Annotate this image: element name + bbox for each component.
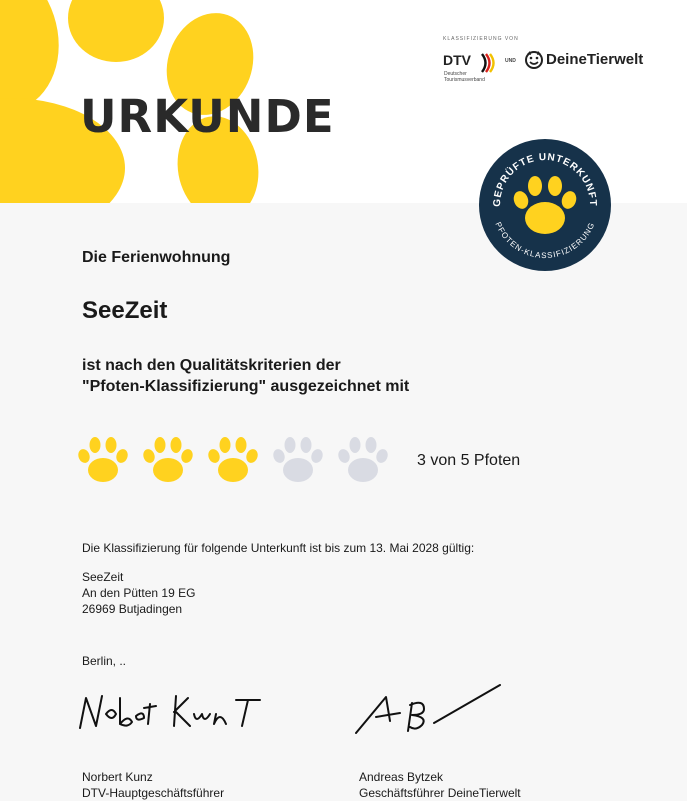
- certification-badge: [478, 138, 612, 272]
- award-description: [82, 355, 409, 397]
- badge-bottom-text: PFOTEN-KLASSIFIZIERUNG: [493, 220, 597, 261]
- deinetierwelt-logo-icon: [523, 49, 545, 71]
- award-description-line-2: "Pfoten-Klassifizierung" ausgezeichnet mit: [82, 378, 410, 395]
- signature-andreas-bytzek: [350, 683, 510, 738]
- dtv-logo-text: DTV: [443, 52, 471, 68]
- badge-top-text: GEPRÜFTE UNTERKUNFT: [491, 151, 599, 207]
- address-street: An den Pütten 19 EG: [82, 586, 196, 600]
- paw-icon-empty: [271, 434, 325, 486]
- dtv-logo-subtitle: Deutscher Tourismusverband: [444, 71, 485, 83]
- property-type: Die Ferienwohnung: [82, 249, 231, 266]
- signer-1: [82, 769, 224, 801]
- address-name: SeeZeit: [82, 570, 124, 584]
- deinetierwelt-logo-text: DeineTierwelt: [546, 51, 644, 68]
- signer-2-name: Andreas Bytzek: [359, 770, 444, 784]
- logos-caption: KLASSIFIZIERUNG VON: [443, 36, 519, 42]
- paw-icon-filled: [141, 434, 195, 486]
- paw-icon-empty: [336, 434, 390, 486]
- signer-1-role: DTV-Hauptgeschäftsführer: [82, 786, 225, 800]
- paw-icon-filled: [206, 434, 260, 486]
- rating-label: 3 von 5 Pfoten: [417, 452, 521, 469]
- award-description-line-1: ist nach den Qualitätskriterien der: [82, 357, 341, 374]
- validity-text: Die Klassifizierung für folgende Unterkunft ist bis zum 13. Mai 2028 gültig:: [82, 541, 475, 555]
- page-title: URKUNDE: [80, 90, 335, 143]
- signer-2: [359, 769, 521, 801]
- signer-2-role: Geschäftsführer DeineTierwelt: [359, 786, 521, 800]
- address-block: [82, 569, 195, 617]
- paw-icon-filled: [76, 434, 130, 486]
- signature-norbert-kunz: [76, 690, 266, 735]
- place-date: Berlin, ..: [82, 654, 127, 668]
- address-city: 26969 Butjadingen: [82, 602, 183, 616]
- signer-1-name: Norbert Kunz: [82, 770, 153, 784]
- partner-logos: [443, 36, 658, 96]
- property-name: SeeZeit: [82, 297, 168, 324]
- logos-und: UND: [505, 58, 516, 64]
